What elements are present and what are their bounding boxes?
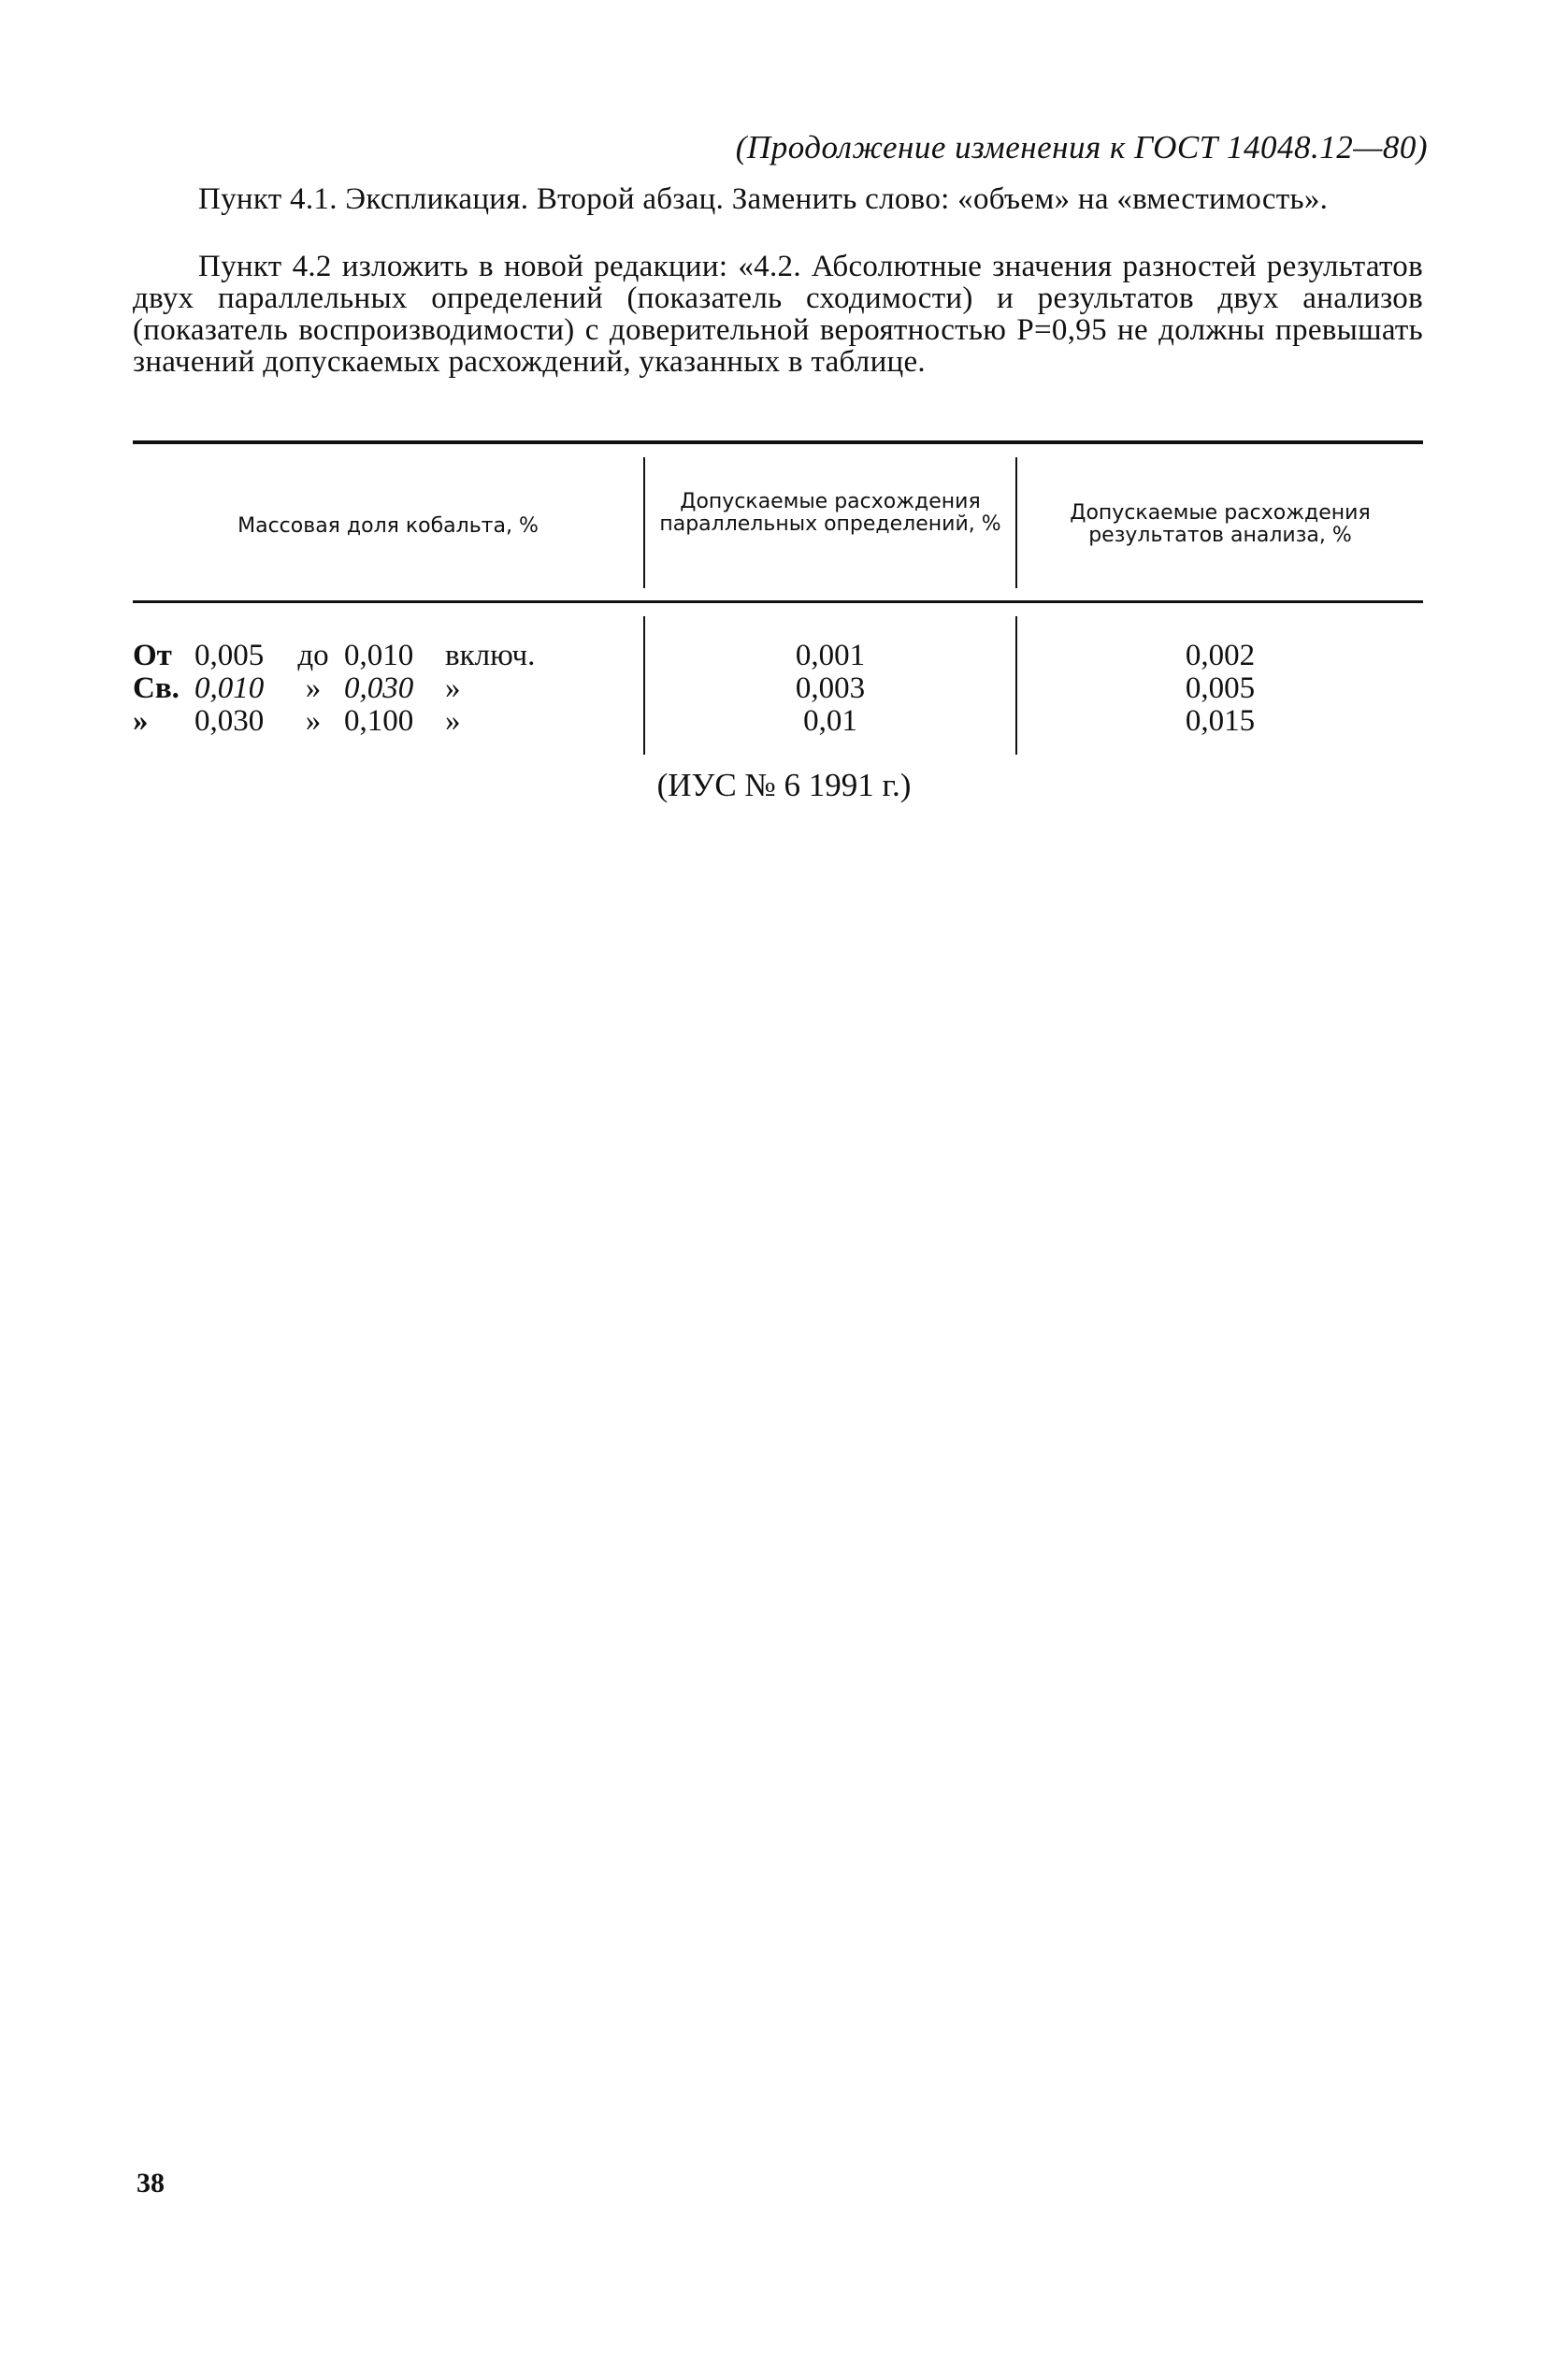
table-top-rule: [133, 440, 1423, 444]
range-from: 0,005: [194, 639, 265, 672]
range-prefix: Св.: [133, 671, 180, 705]
header-cobalt-fraction: Массовая доля кобальта, %: [237, 514, 539, 538]
table-header-rule: [133, 600, 1423, 603]
range-to: 0,100: [344, 704, 414, 738]
range-separator: »: [305, 671, 322, 705]
range-to: 0,010: [344, 639, 414, 672]
range-from: 0,030: [194, 704, 265, 738]
paragraph-4-2: Пункт 4.2 изложить в новой редакции: «4.2. Абсолютные значения разностей результатов двух параллельных определений (показатель сходимости) и результатов двух анализов (показатель воспроизводимости) с доверительной вероятностью P=0,95 не должны превышать значений допускаемых расхождений, указанных в таблице.: [133, 250, 1423, 379]
analysis-tolerance-value: 0,002: [1185, 639, 1256, 672]
parallel-tolerance-value: 0,003: [795, 671, 866, 705]
paragraph-4-1: Пункт 4.1. Экспликация. Второй абзац. Заменить слово: «объем» на «вместимость».: [198, 182, 1329, 216]
table-row: [133, 639, 1423, 672]
range-to: 0,030: [344, 671, 414, 705]
range-inclusive: »: [445, 671, 461, 705]
analysis-tolerance-value: 0,005: [1185, 671, 1256, 705]
table-row: [133, 704, 1423, 738]
parallel-tolerance-value: 0,01: [803, 704, 857, 738]
range-prefix: »: [133, 704, 149, 738]
range-separator: до: [297, 639, 329, 672]
range-prefix: От: [133, 639, 172, 672]
range-separator: »: [305, 704, 322, 738]
continuation-header: (Продолжение изменения к ГОСТ 14048.12—80): [735, 129, 1428, 166]
range-from: 0,010: [194, 671, 265, 705]
analysis-tolerance-value: 0,015: [1185, 704, 1256, 738]
header-analysis-tolerance: Допускаемые расхождения результатов анализа, %: [1070, 501, 1371, 547]
source-reference: (ИУС № 6 1991 г.): [656, 767, 912, 803]
range-inclusive: »: [445, 704, 461, 738]
table-row: [133, 671, 1423, 705]
page-number: 38: [137, 2168, 165, 2198]
parallel-tolerance-value: 0,001: [795, 639, 866, 672]
range-inclusive: включ.: [445, 639, 536, 672]
header-parallel-tolerance: Допускаемые расхождения параллельных определений, %: [659, 490, 1001, 536]
